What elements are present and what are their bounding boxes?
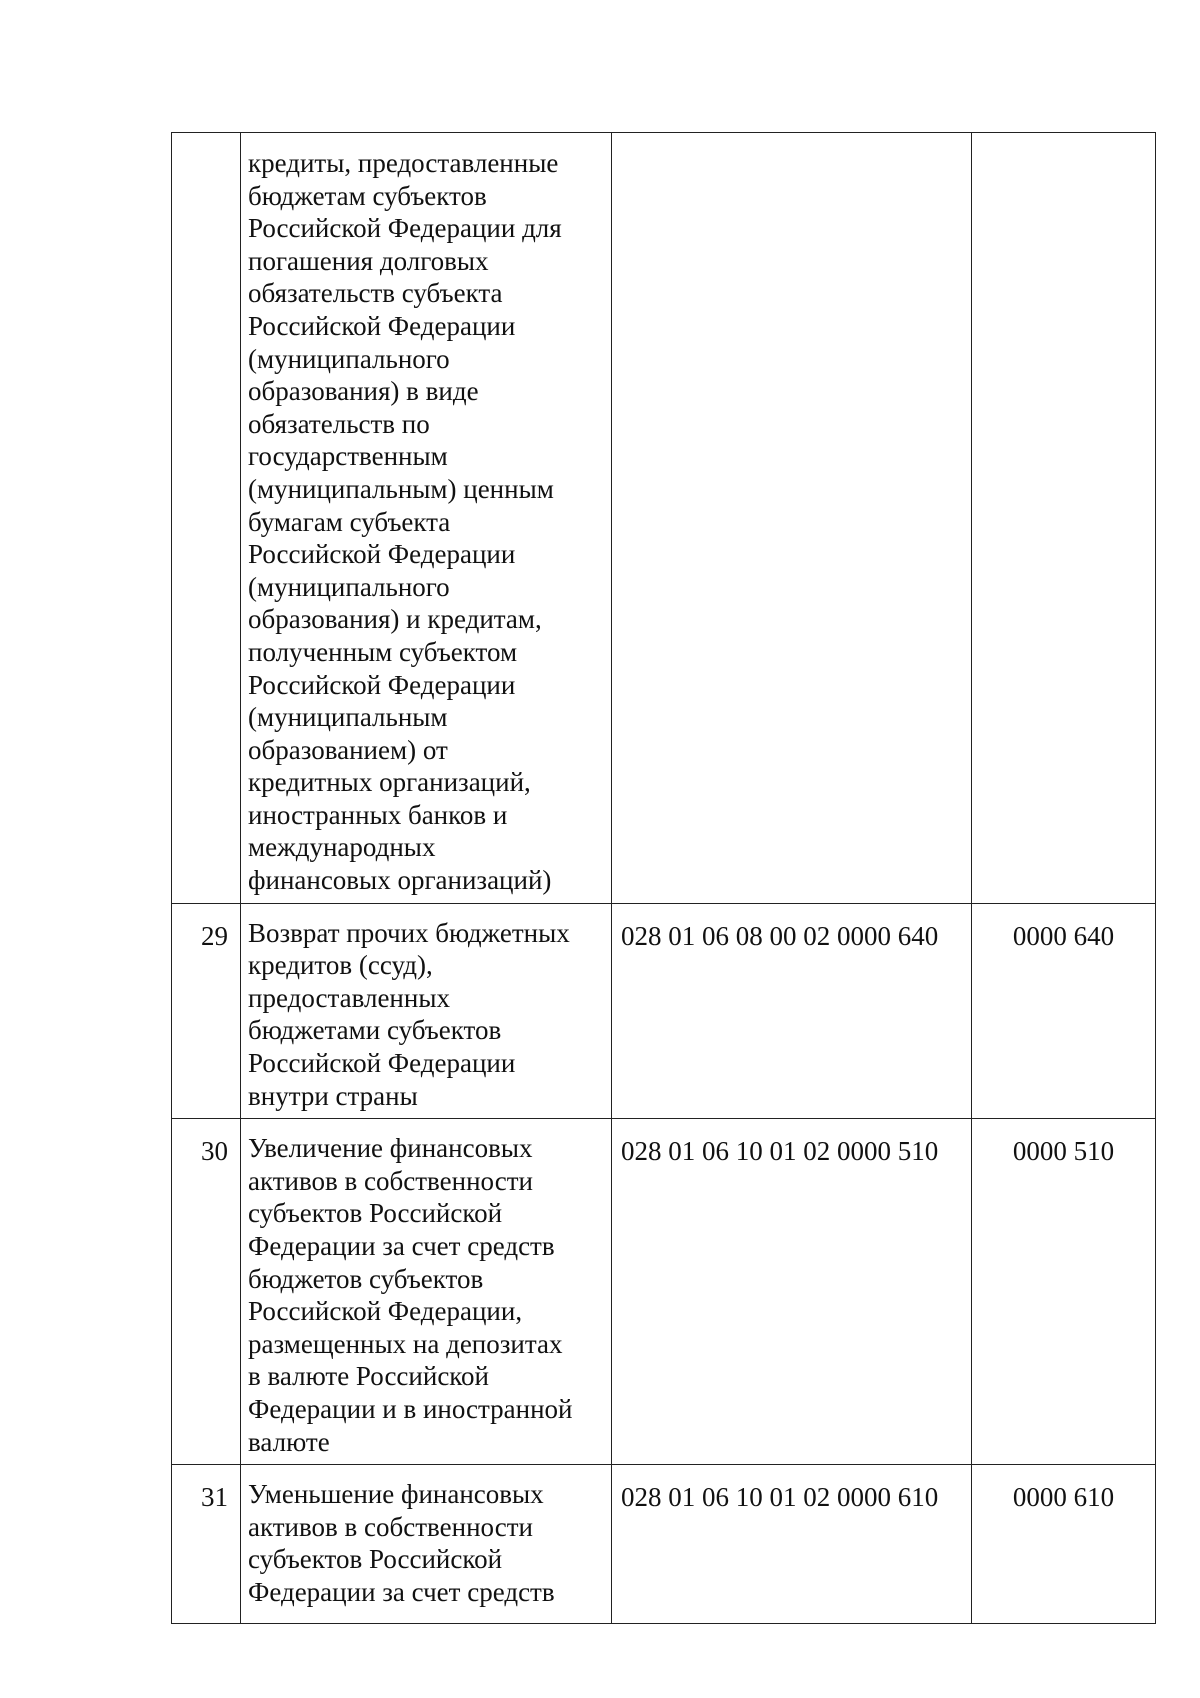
row-name-line: бюджетов субъектов [248, 1263, 484, 1294]
row-name-line: (муниципальным) ценным [248, 473, 554, 504]
row-budget-code: 028 01 06 10 01 02 0000 510 [612, 1119, 972, 1465]
row-name-line: в валюте Российской [248, 1361, 489, 1392]
row-name-line: активов в собственности [248, 1511, 533, 1542]
table-body [172, 133, 1156, 1624]
row-number: 31 [172, 1465, 241, 1623]
row-name-line: Российской Федерации [248, 539, 516, 570]
row-name-line: Федерации и в иностранной [248, 1393, 573, 1424]
table-row [172, 133, 1156, 904]
row-name-line: (муниципального [248, 343, 450, 374]
row-name-line: Российской Федерации для [248, 213, 562, 244]
row-name-line: валюте [248, 1426, 330, 1457]
row-name-line: обязательств по [248, 408, 430, 439]
row-name-line: Российской Федерации [248, 1048, 516, 1079]
row-name-line: кредитных организаций, [248, 767, 531, 798]
row-name-line: кредитов (ссуд), [248, 950, 433, 981]
row-short-code: 0000 610 [972, 1465, 1156, 1623]
row-name-line: (муниципальным [248, 702, 448, 733]
row-name-line: предоставленных [248, 982, 450, 1013]
row-name-line: международных [248, 832, 436, 863]
table-row [172, 1465, 1156, 1623]
row-name-line: (муниципального [248, 571, 450, 602]
row-name [241, 1119, 612, 1465]
row-name [241, 1465, 612, 1623]
row-name-line: обязательств субъекта [248, 278, 503, 309]
row-name-line: внутри страны [248, 1080, 418, 1111]
row-name-line: образования) и кредитам, [248, 604, 542, 635]
row-name-line: образования) в виде [248, 376, 479, 407]
row-name-line: государственным [248, 441, 448, 472]
row-name-line: бумагам субъекта [248, 506, 451, 537]
row-name-line: бюджетам субъектов [248, 180, 487, 211]
row-budget-code: 028 01 06 10 01 02 0000 610 [612, 1465, 972, 1623]
row-name-line: размещенных на депозитах [248, 1328, 563, 1359]
row-name-line: полученным субъектом [248, 636, 518, 667]
row-name [241, 133, 612, 904]
row-name-line: Федерации за счет средств [248, 1576, 555, 1607]
row-number: 29 [172, 903, 241, 1119]
row-name-line: финансовых организаций) [248, 865, 552, 896]
table-row [172, 1119, 1156, 1465]
row-name-line: бюджетами субъектов [248, 1015, 502, 1046]
budget-codes-table [171, 132, 1156, 1624]
table-row [172, 903, 1156, 1119]
row-name-line: Возврат прочих бюджетных [248, 917, 570, 948]
row-name-line: Уменьшение финансовых [248, 1479, 544, 1510]
row-name-line: субъектов Российской [248, 1198, 503, 1229]
row-name-line: иностранных банков и [248, 799, 508, 830]
row-number: 30 [172, 1119, 241, 1465]
row-short-code [972, 133, 1156, 904]
row-name-line: Российской Федерации, [248, 1296, 523, 1327]
row-name-line: образованием) от [248, 734, 448, 765]
row-short-code: 0000 510 [972, 1119, 1156, 1465]
row-name-line: Увеличение финансовых [248, 1133, 533, 1164]
row-budget-code [612, 133, 972, 904]
row-name-line: субъектов Российской [248, 1544, 503, 1575]
row-name-line: Федерации за счет средств [248, 1231, 555, 1261]
row-number [172, 133, 241, 904]
row-short-code: 0000 640 [972, 903, 1156, 1119]
row-name-line: Российской Федерации [248, 310, 516, 341]
row-budget-code: 028 01 06 08 00 02 0000 640 [612, 903, 972, 1119]
row-name [241, 903, 612, 1119]
row-name-line: активов в собственности [248, 1165, 533, 1196]
row-name-line: погашения долговых [248, 245, 489, 276]
row-name-line: кредиты, предоставленные [248, 148, 559, 178]
row-name-line: Российской Федерации [248, 669, 516, 700]
